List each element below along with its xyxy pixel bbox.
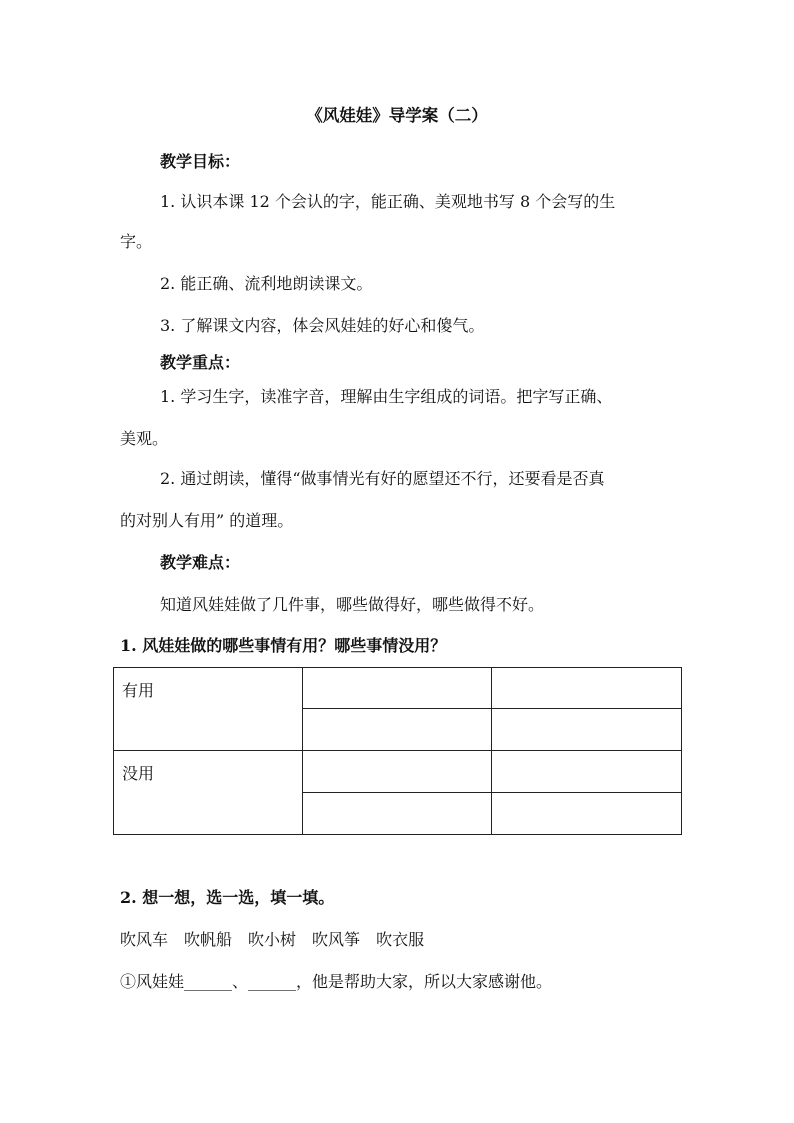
useful-answer-cell[interactable]: [303, 668, 492, 709]
question-1: 1. 风娃娃做的哪些事情有用？哪些事情没用？: [120, 636, 447, 655]
useful-label-cell: [114, 668, 303, 751]
useless-answer-cell[interactable]: [303, 793, 492, 835]
useless-label-cell: [114, 751, 303, 835]
objective-2: 2. 能正确、流利地朗读课文。: [160, 274, 373, 293]
key-point-2-line-1: 2. 通过朗读，懂得“做事情光有好的愿望还不行，还要看是否真: [160, 469, 605, 488]
objective-3: 3. 了解课文内容，体会风娃娃的好心和傻气。: [160, 316, 485, 335]
option-item: 吹风筝: [312, 930, 361, 949]
key-point-1-line-2: 美观。: [120, 429, 169, 448]
key-point-2-line-2: 的对别人有用” 的道理。: [120, 511, 294, 530]
answer-table: [113, 667, 682, 835]
question-2: 2. 想一想，选一选，填一填。: [120, 888, 335, 907]
useful-answer-cell[interactable]: [492, 668, 682, 709]
difficulties-heading: 教学难点：: [160, 553, 241, 572]
key-points-heading: 教学重点：: [160, 353, 241, 372]
option-item: 吹帆船: [184, 930, 233, 949]
useful-answer-cell[interactable]: [303, 709, 492, 751]
option-item: 吹衣服: [376, 930, 425, 949]
useless-answer-cell[interactable]: [492, 751, 682, 793]
key-point-1-line-1: 1. 学习生字，读准字音，理解由生字组成的词语。把字写正确、: [160, 387, 613, 406]
objective-1-line-1: 1. 认识本课 12 个会认的字，能正确、美观地书写 8 个会写的生: [160, 192, 616, 211]
difficulties-text: 知道风娃娃做了几件事，哪些做得好，哪些做得不好。: [160, 595, 545, 614]
useful-answer-cell[interactable]: [492, 709, 682, 751]
page-title: 《风娃娃》导学案（二）: [306, 106, 488, 125]
useless-answer-cell[interactable]: [492, 793, 682, 835]
fill-in-sentence-1: ①风娃娃______、______，他是帮助大家，所以大家感谢他。: [120, 972, 553, 991]
objective-1-line-2: 字。: [120, 232, 153, 251]
useful-label: 有用: [122, 681, 155, 700]
useless-answer-cell[interactable]: [303, 751, 492, 793]
option-item: 吹小树: [248, 930, 297, 949]
option-list: [120, 930, 440, 950]
option-item: 吹风车: [120, 930, 169, 949]
objectives-heading: 教学目标：: [160, 152, 241, 171]
useless-label: 没用: [122, 764, 155, 783]
